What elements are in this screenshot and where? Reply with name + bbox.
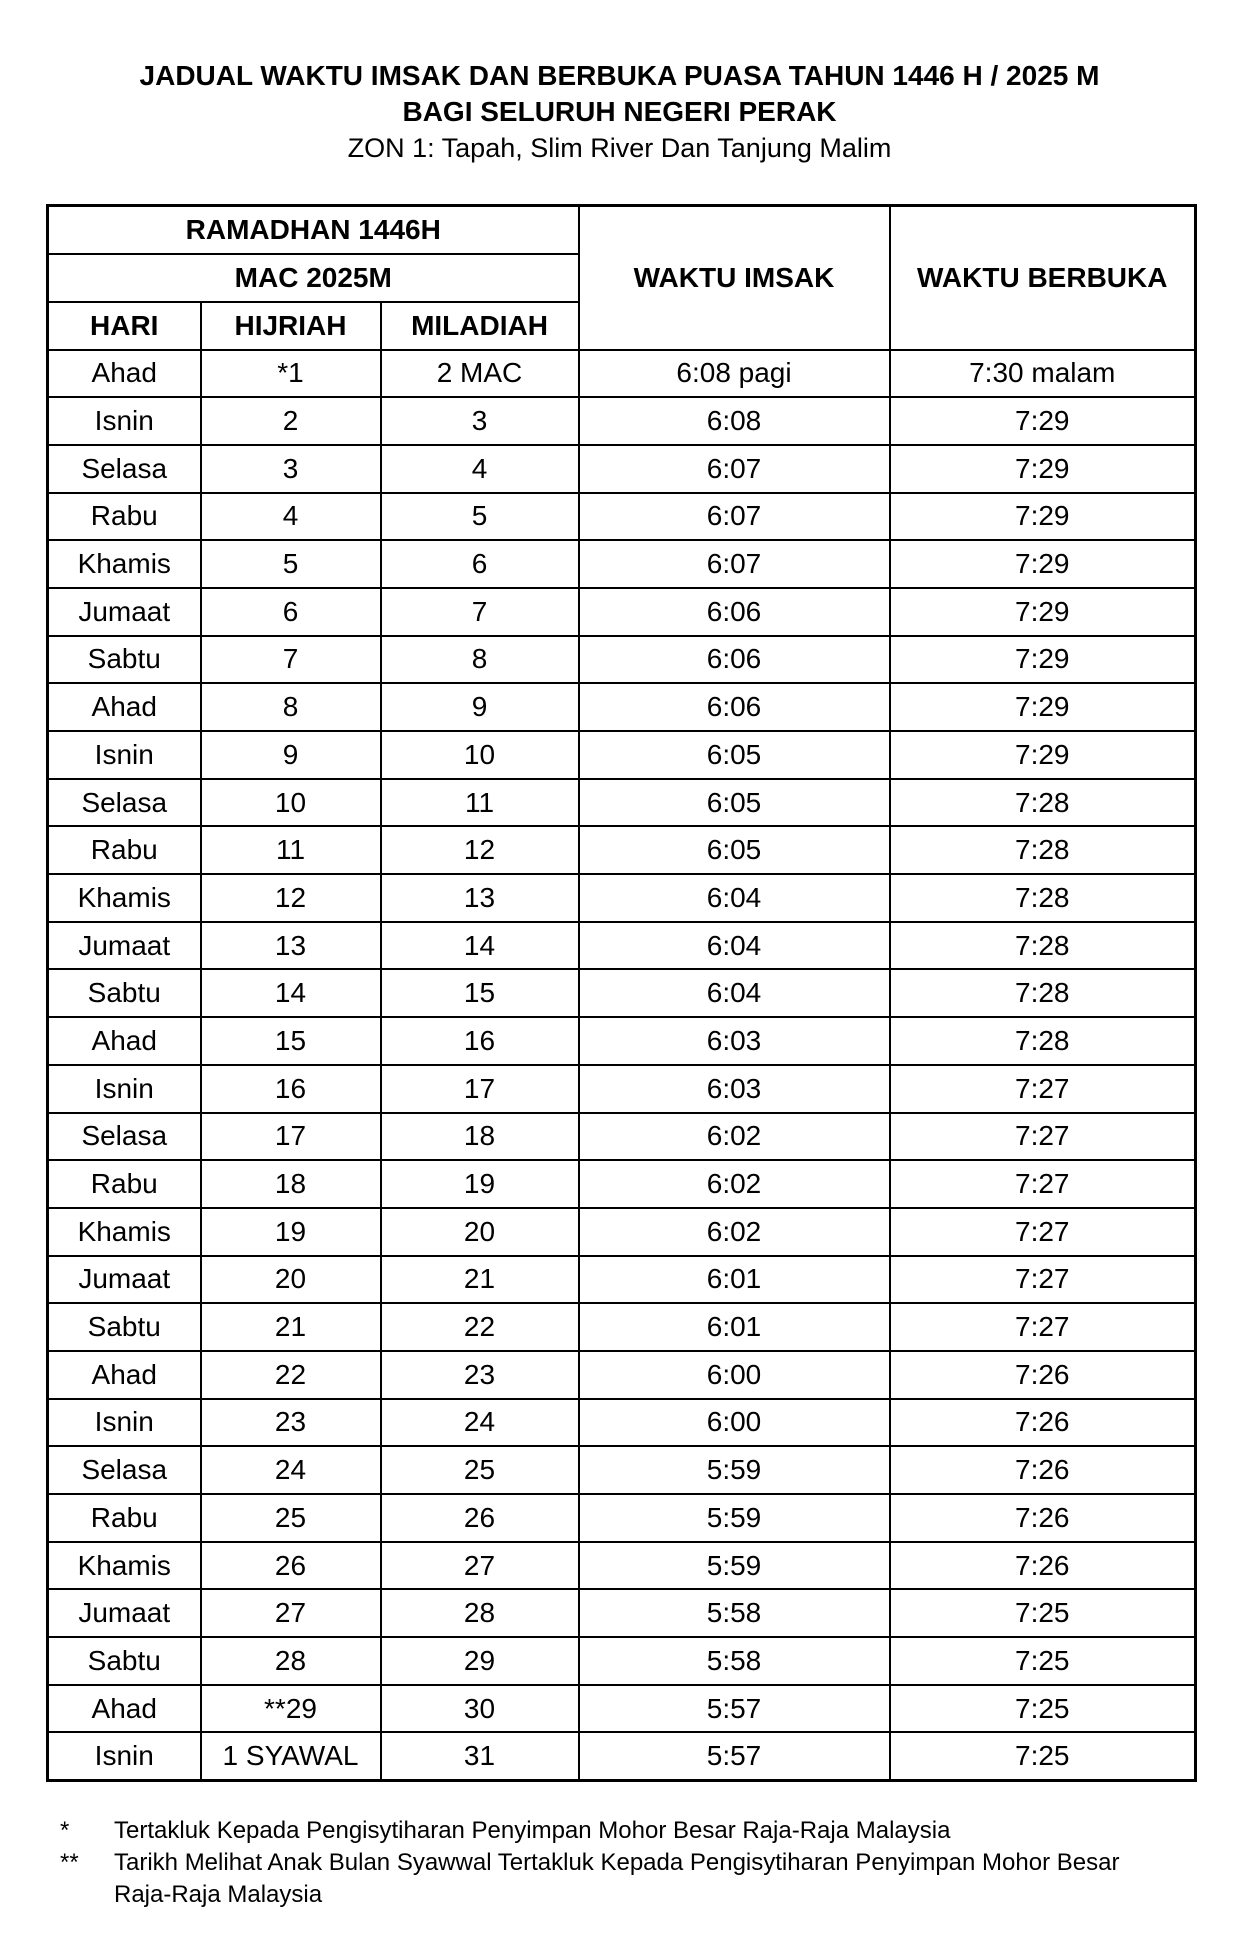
cell-hijriah: 3 — [201, 445, 381, 493]
cell-hari: Khamis — [48, 1208, 201, 1256]
cell-hijriah: 1 SYAWAL — [201, 1732, 381, 1780]
cell-miladiah: 15 — [381, 969, 579, 1017]
cell-miladiah: 7 — [381, 588, 579, 636]
cell-hijriah: 10 — [201, 779, 381, 827]
cell-berbuka: 7:26 — [890, 1351, 1196, 1399]
cell-miladiah: 17 — [381, 1065, 579, 1113]
cell-berbuka: 7:26 — [890, 1494, 1196, 1542]
cell-hijriah: 2 — [201, 397, 381, 445]
table-row — [48, 683, 1196, 731]
cell-berbuka: 7:26 — [890, 1542, 1196, 1590]
cell-hijriah: 5 — [201, 540, 381, 588]
cell-miladiah: 14 — [381, 922, 579, 970]
cell-imsak: 6:01 — [579, 1256, 890, 1304]
cell-miladiah: 5 — [381, 493, 579, 541]
table-row — [48, 1494, 1196, 1542]
col-header-hari: HARI — [48, 302, 201, 350]
cell-hijriah: 24 — [201, 1446, 381, 1494]
cell-imsak: 6:07 — [579, 540, 890, 588]
cell-imsak: 6:05 — [579, 779, 890, 827]
table-row — [48, 1017, 1196, 1065]
cell-hari: Isnin — [48, 397, 201, 445]
cell-berbuka: 7:28 — [890, 969, 1196, 1017]
cell-imsak: 6:08 pagi — [579, 350, 890, 398]
footnote-text: Tarikh Melihat Anak Bulan Syawwal Tertakluk Kepada Pengisytiharan Penyimpan Mohor Besar Raja-Raja Malaysia — [114, 1849, 1120, 1908]
cell-hari: Ahad — [48, 1685, 201, 1733]
cell-hari: Sabtu — [48, 1637, 201, 1685]
cell-hijriah: 18 — [201, 1160, 381, 1208]
table-row — [48, 588, 1196, 636]
schedule-body — [48, 350, 1196, 1781]
ramadhan-heading: RAMADHAN 1446H — [48, 206, 579, 254]
table-row — [48, 540, 1196, 588]
cell-miladiah: 8 — [381, 636, 579, 684]
cell-hari: Sabtu — [48, 969, 201, 1017]
cell-berbuka: 7:25 — [890, 1589, 1196, 1637]
table-row — [48, 1446, 1196, 1494]
cell-hari: Jumaat — [48, 922, 201, 970]
cell-hari: Ahad — [48, 1017, 201, 1065]
cell-hijriah: 4 — [201, 493, 381, 541]
cell-hijriah: 9 — [201, 731, 381, 779]
table-row — [48, 731, 1196, 779]
cell-berbuka: 7:25 — [890, 1685, 1196, 1733]
cell-hari: Jumaat — [48, 588, 201, 636]
cell-miladiah: 25 — [381, 1446, 579, 1494]
cell-hari: Rabu — [48, 826, 201, 874]
cell-hijriah: 12 — [201, 874, 381, 922]
cell-berbuka: 7:25 — [890, 1637, 1196, 1685]
cell-miladiah: 6 — [381, 540, 579, 588]
table-row — [48, 922, 1196, 970]
cell-berbuka: 7:26 — [890, 1446, 1196, 1494]
cell-imsak: 6:04 — [579, 874, 890, 922]
table-row — [48, 1542, 1196, 1590]
cell-hari: Khamis — [48, 540, 201, 588]
cell-hari: Khamis — [48, 1542, 201, 1590]
cell-berbuka: 7:27 — [890, 1208, 1196, 1256]
cell-hari: Ahad — [48, 350, 201, 398]
table-row — [48, 1732, 1196, 1780]
document-header — [0, 58, 1239, 166]
cell-berbuka: 7:29 — [890, 493, 1196, 541]
cell-berbuka: 7:27 — [890, 1113, 1196, 1161]
cell-hijriah: **29 — [201, 1685, 381, 1733]
cell-hijriah: 19 — [201, 1208, 381, 1256]
table-row — [48, 1065, 1196, 1113]
cell-imsak: 6:02 — [579, 1208, 890, 1256]
cell-berbuka: 7:29 — [890, 636, 1196, 684]
cell-miladiah: 23 — [381, 1351, 579, 1399]
cell-imsak: 5:58 — [579, 1637, 890, 1685]
cell-hijriah: 17 — [201, 1113, 381, 1161]
col-header-imsak: WAKTU IMSAK — [579, 206, 890, 350]
cell-miladiah: 4 — [381, 445, 579, 493]
cell-hijriah: 7 — [201, 636, 381, 684]
cell-hari: Selasa — [48, 779, 201, 827]
cell-miladiah: 27 — [381, 1542, 579, 1590]
cell-hijriah: 25 — [201, 1494, 381, 1542]
table-row — [48, 493, 1196, 541]
cell-miladiah: 19 — [381, 1160, 579, 1208]
cell-imsak: 5:59 — [579, 1446, 890, 1494]
cell-miladiah: 28 — [381, 1589, 579, 1637]
table-row — [48, 350, 1196, 398]
cell-hari: Sabtu — [48, 636, 201, 684]
cell-miladiah: 3 — [381, 397, 579, 445]
footnote-mark: ** — [60, 1849, 79, 1876]
cell-hijriah: *1 — [201, 350, 381, 398]
cell-berbuka: 7:29 — [890, 445, 1196, 493]
cell-hari: Selasa — [48, 1113, 201, 1161]
cell-berbuka: 7:29 — [890, 683, 1196, 731]
table-row — [48, 1303, 1196, 1351]
table-row — [48, 636, 1196, 684]
cell-berbuka: 7:28 — [890, 922, 1196, 970]
page-title-line2: BAGI SELURUH NEGERI PERAK — [402, 96, 837, 127]
table-row — [48, 969, 1196, 1017]
cell-miladiah: 21 — [381, 1256, 579, 1304]
cell-imsak: 6:06 — [579, 636, 890, 684]
cell-berbuka: 7:29 — [890, 397, 1196, 445]
cell-imsak: 6:07 — [579, 493, 890, 541]
cell-imsak: 6:04 — [579, 969, 890, 1017]
cell-imsak: 6:02 — [579, 1160, 890, 1208]
table-row — [48, 826, 1196, 874]
cell-hari: Rabu — [48, 493, 201, 541]
cell-berbuka: 7:25 — [890, 1732, 1196, 1780]
cell-hari: Ahad — [48, 683, 201, 731]
cell-imsak: 6:06 — [579, 683, 890, 731]
cell-berbuka: 7:28 — [890, 826, 1196, 874]
cell-berbuka: 7:28 — [890, 779, 1196, 827]
cell-miladiah: 2 MAC — [381, 350, 579, 398]
table-row — [48, 397, 1196, 445]
month-heading: MAC 2025M — [48, 254, 579, 302]
cell-berbuka: 7:29 — [890, 588, 1196, 636]
cell-miladiah: 30 — [381, 1685, 579, 1733]
cell-imsak: 6:05 — [579, 731, 890, 779]
cell-miladiah: 29 — [381, 1637, 579, 1685]
cell-hijriah: 21 — [201, 1303, 381, 1351]
cell-miladiah: 12 — [381, 826, 579, 874]
cell-berbuka: 7:27 — [890, 1303, 1196, 1351]
table-row — [48, 1256, 1196, 1304]
cell-miladiah: 20 — [381, 1208, 579, 1256]
cell-hijriah: 26 — [201, 1542, 381, 1590]
footnote-mark: * — [60, 1817, 70, 1844]
cell-hijriah: 14 — [201, 969, 381, 1017]
table-row — [48, 779, 1196, 827]
footnote — [60, 1847, 1180, 1911]
col-header-miladiah: MILADIAH — [381, 302, 579, 350]
cell-imsak: 5:59 — [579, 1542, 890, 1590]
cell-imsak: 5:59 — [579, 1494, 890, 1542]
cell-imsak: 6:06 — [579, 588, 890, 636]
col-header-hijriah: HIJRIAH — [201, 302, 381, 350]
cell-hijriah: 11 — [201, 826, 381, 874]
cell-hijriah: 16 — [201, 1065, 381, 1113]
cell-hijriah: 23 — [201, 1399, 381, 1447]
cell-hijriah: 20 — [201, 1256, 381, 1304]
cell-miladiah: 11 — [381, 779, 579, 827]
table-row — [48, 1685, 1196, 1733]
cell-berbuka: 7:28 — [890, 874, 1196, 922]
cell-hari: Sabtu — [48, 1303, 201, 1351]
cell-hijriah: 28 — [201, 1637, 381, 1685]
cell-hari: Rabu — [48, 1160, 201, 1208]
cell-berbuka: 7:29 — [890, 540, 1196, 588]
cell-berbuka: 7:28 — [890, 1017, 1196, 1065]
cell-hari: Ahad — [48, 1351, 201, 1399]
cell-imsak: 6:02 — [579, 1113, 890, 1161]
cell-miladiah: 24 — [381, 1399, 579, 1447]
cell-berbuka: 7:30 malam — [890, 350, 1196, 398]
footnote — [60, 1815, 1180, 1847]
footnotes — [60, 1815, 1180, 1911]
table-row — [48, 1399, 1196, 1447]
cell-hijriah: 13 — [201, 922, 381, 970]
cell-hijriah: 15 — [201, 1017, 381, 1065]
cell-imsak: 6:04 — [579, 922, 890, 970]
cell-miladiah: 9 — [381, 683, 579, 731]
cell-miladiah: 18 — [381, 1113, 579, 1161]
cell-imsak: 6:07 — [579, 445, 890, 493]
cell-hari: Selasa — [48, 1446, 201, 1494]
cell-hijriah: 22 — [201, 1351, 381, 1399]
cell-imsak: 6:03 — [579, 1065, 890, 1113]
cell-miladiah: 26 — [381, 1494, 579, 1542]
cell-berbuka: 7:29 — [890, 731, 1196, 779]
cell-miladiah: 22 — [381, 1303, 579, 1351]
cell-miladiah: 16 — [381, 1017, 579, 1065]
table-row — [48, 874, 1196, 922]
table-row — [48, 1113, 1196, 1161]
table-row — [48, 1637, 1196, 1685]
cell-hari: Rabu — [48, 1494, 201, 1542]
cell-imsak: 6:00 — [579, 1351, 890, 1399]
schedule-table — [46, 204, 1197, 1782]
table-row — [48, 1351, 1196, 1399]
cell-imsak: 6:05 — [579, 826, 890, 874]
cell-hijriah: 27 — [201, 1589, 381, 1637]
cell-imsak: 5:57 — [579, 1685, 890, 1733]
cell-berbuka: 7:27 — [890, 1256, 1196, 1304]
cell-berbuka: 7:27 — [890, 1160, 1196, 1208]
table-row — [48, 1160, 1196, 1208]
cell-imsak: 6:00 — [579, 1399, 890, 1447]
cell-hari: Isnin — [48, 1732, 201, 1780]
cell-hari: Isnin — [48, 731, 201, 779]
cell-hari: Jumaat — [48, 1589, 201, 1637]
cell-imsak: 6:08 — [579, 397, 890, 445]
cell-hijriah: 6 — [201, 588, 381, 636]
cell-miladiah: 10 — [381, 731, 579, 779]
col-header-berbuka: WAKTU BERBUKA — [890, 206, 1196, 350]
cell-hari: Jumaat — [48, 1256, 201, 1304]
cell-miladiah: 13 — [381, 874, 579, 922]
cell-imsak: 6:01 — [579, 1303, 890, 1351]
cell-imsak: 5:58 — [579, 1589, 890, 1637]
footnote-text: Tertakluk Kepada Pengisytiharan Penyimpan Mohor Besar Raja-Raja Malaysia — [114, 1817, 951, 1844]
cell-hari: Isnin — [48, 1399, 201, 1447]
cell-hijriah: 8 — [201, 683, 381, 731]
table-row — [48, 1589, 1196, 1637]
table-row — [48, 1208, 1196, 1256]
cell-imsak: 5:57 — [579, 1732, 890, 1780]
cell-imsak: 6:03 — [579, 1017, 890, 1065]
cell-hari: Khamis — [48, 874, 201, 922]
cell-hari: Isnin — [48, 1065, 201, 1113]
table-row — [48, 445, 1196, 493]
page-title: JADUAL WAKTU IMSAK DAN BERBUKA PUASA TAHUN 1446 H / 2025 M — [139, 60, 1100, 91]
cell-berbuka: 7:26 — [890, 1399, 1196, 1447]
cell-berbuka: 7:27 — [890, 1065, 1196, 1113]
cell-miladiah: 31 — [381, 1732, 579, 1780]
zone-subtitle: ZON 1: Tapah, Slim River Dan Tanjung Malim — [347, 133, 892, 163]
cell-hari: Selasa — [48, 445, 201, 493]
